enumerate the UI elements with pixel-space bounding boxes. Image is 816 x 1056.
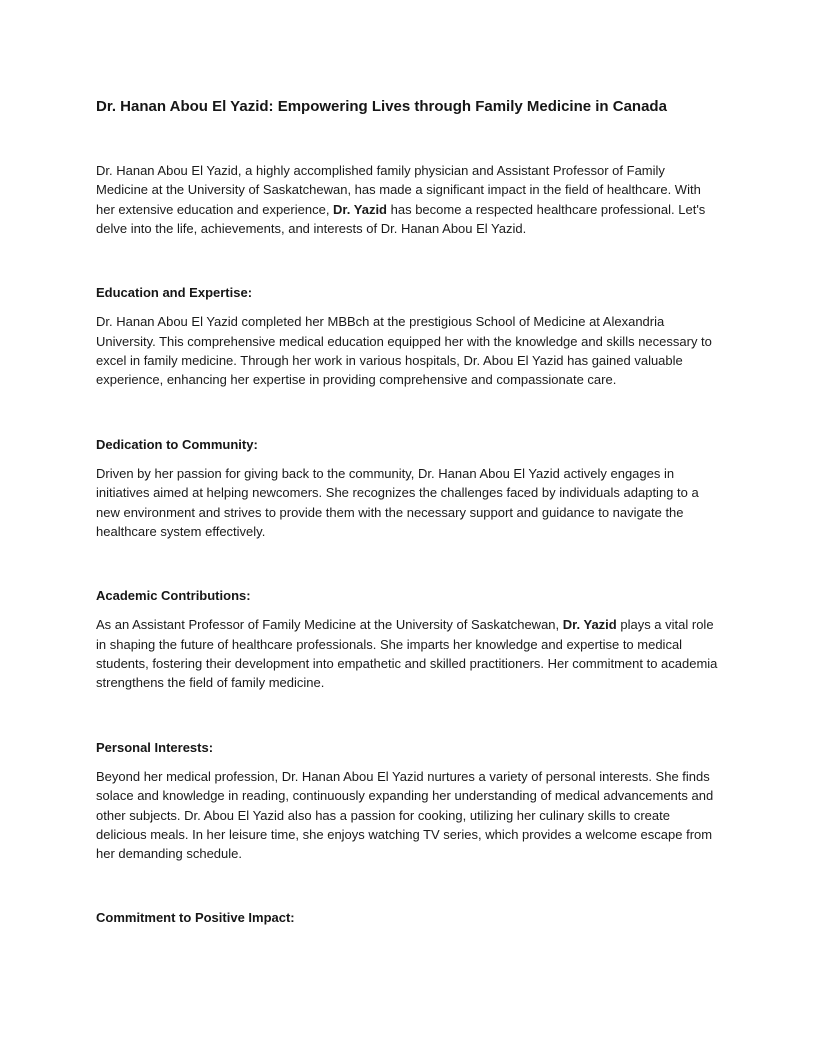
section-education [96,283,720,389]
section-heading-commitment: Commitment to Positive Impact: [96,910,295,926]
section-community [96,435,720,541]
section-commitment [96,908,720,927]
section-paragraph-academic [96,615,720,692]
section-paragraph-community [96,464,720,541]
section-paragraph-education [96,312,720,389]
text-run: plays a vital role in shaping the future of healthcare professionals. She imparts her knowledge and expertise to medical students, fostering their development into empathetic and skilled practitioners. Her commitment to academia strengthens the field of family medicine. [96,617,718,691]
section-personal-interests [96,738,720,864]
bold-text-run: Dr. Yazid [562,617,617,633]
text-run: Driven by her passion for giving back to the community, Dr. Hanan Abou El Yazid actively engages in initiatives aimed at helping newcomers. She recognizes the challenges faced by individuals adapting to a new environment and strives to provide them with the necessary support and guidance to navigate the healthcare system effectively. [96,465,699,539]
bold-text-run: Dr. Yazid [333,201,388,217]
section-academic [96,586,720,692]
text-run: Beyond her medical profession, Dr. Hanan Abou El Yazid nurtures a variety of personal interests. She finds solace and knowledge in reading, continuously expanding her understanding of medical advancements and other subjects. Dr. Abou El Yazid also has a passion for cooking, utilizing her culinary skills to create delicious meals. In her leisure time, she enjoys watching TV series, which provides a welcome escape from her demanding schedule. [96,768,714,862]
section-heading-community: Dedication to Community: [96,436,258,452]
text-run: Dr. Hanan Abou El Yazid, a highly accomplished family physician and Assistant Professor of Family Medicine at the University of Saskatchewan, has made a significant impact in the field of healthcare. With her extensive education and experience, [96,163,701,217]
text-run: has become a respected healthcare professional. Let's delve into the life, achievements, and interests of Dr. Hanan Abou El Yazid. [96,201,706,236]
section-heading-academic: Academic Contributions: [96,588,251,604]
text-run: As an Assistant Professor of Family Medicine at the University of Saskatchewan, [96,617,563,633]
section-paragraph-personal-interests [96,767,720,863]
section-heading-personal-interests: Personal Interests: [96,739,214,755]
section-heading-education: Education and Expertise: [96,285,253,301]
text-run: Dr. Hanan Abou El Yazid completed her MBBch at the prestigious School of Medicine at Alexandria University. This comprehensive medical education equipped her with the knowledge and skills necessary to excel in family medicine. Through her work in various hospitals, Dr. Abou El Yazid has gained valuable experience, enhancing her expertise in providing comprehensive and compassionate care. [96,314,712,388]
document-title: Dr. Hanan Abou El Yazid: Empowering Lives through Family Medicine in Canada [96,98,667,115]
intro-paragraph [96,161,720,238]
